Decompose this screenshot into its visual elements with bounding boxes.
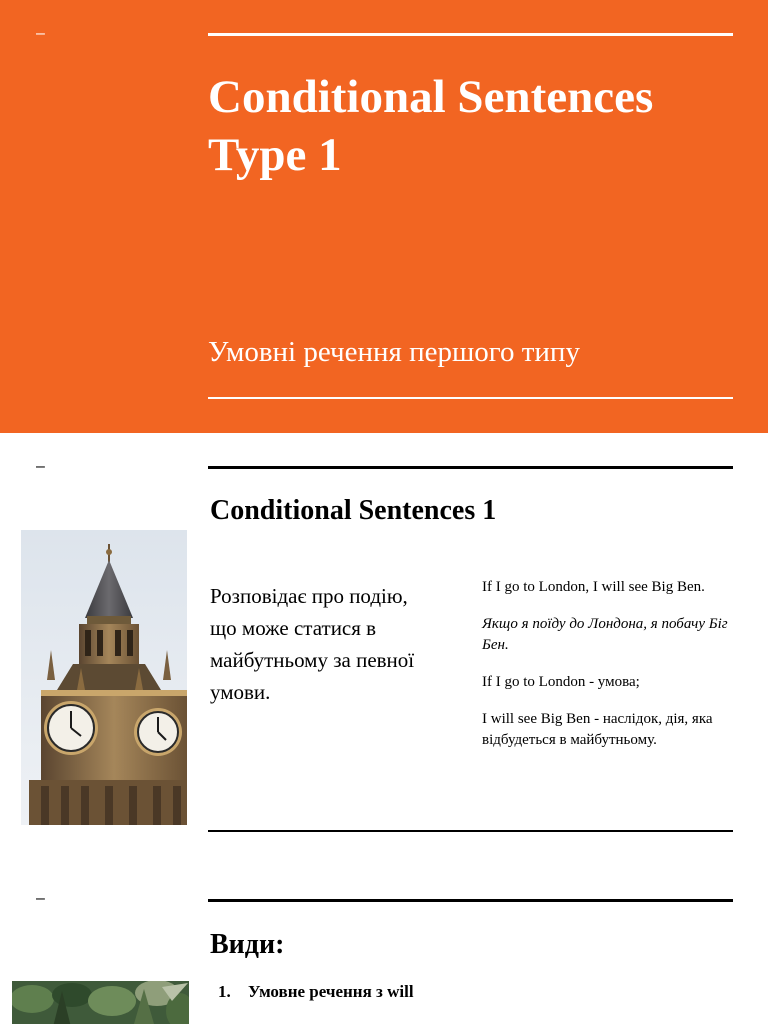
title-slide — [0, 0, 768, 433]
description-text — [210, 580, 450, 708]
list-item-text: Умовне речення з will — [248, 982, 414, 1001]
slide-title: Conditional Sentences 1 — [210, 495, 497, 526]
top-divider — [208, 899, 733, 902]
result-note: I will see Big Ben - наслідок, дія, яка відбудеться в майбутньому. — [482, 711, 713, 748]
condition-note: If I go to London - умова; — [482, 674, 640, 690]
title-line-2: Type 1 — [208, 129, 342, 181]
slide-dash-marker: – — [36, 458, 45, 475]
top-divider — [208, 466, 733, 469]
top-divider — [208, 33, 733, 36]
examples-block — [482, 577, 732, 767]
slide-subtitle: Умовні речення першого типу — [208, 336, 580, 368]
big-ben-image — [21, 530, 187, 825]
conditional-slide — [0, 433, 768, 865]
bottom-divider — [208, 397, 733, 399]
types-slide — [0, 865, 768, 1024]
slide-dash-marker: – — [36, 890, 45, 907]
tropical-plants-image — [12, 981, 189, 1024]
description-line: Розповідає про подію, — [210, 584, 408, 608]
title-line-1: Conditional Sentences — [208, 71, 654, 123]
slide-title: Види: — [210, 929, 285, 960]
list-item-number: 1. — [218, 982, 231, 1001]
example-sentence: If I go to London, I will see Big Ben. — [482, 579, 705, 595]
description-line: що може статися в — [210, 616, 377, 640]
description-line: майбутньому за певної — [210, 648, 415, 672]
types-list — [218, 981, 414, 1003]
slide-title — [208, 68, 738, 184]
description-line: умови. — [210, 680, 271, 704]
slide-dash-marker: – — [36, 25, 45, 42]
bottom-divider — [208, 830, 733, 832]
example-translation: Якщо я поїду до Лондона, я побачу Біг Бен. — [482, 616, 728, 653]
list-item — [218, 981, 414, 1003]
